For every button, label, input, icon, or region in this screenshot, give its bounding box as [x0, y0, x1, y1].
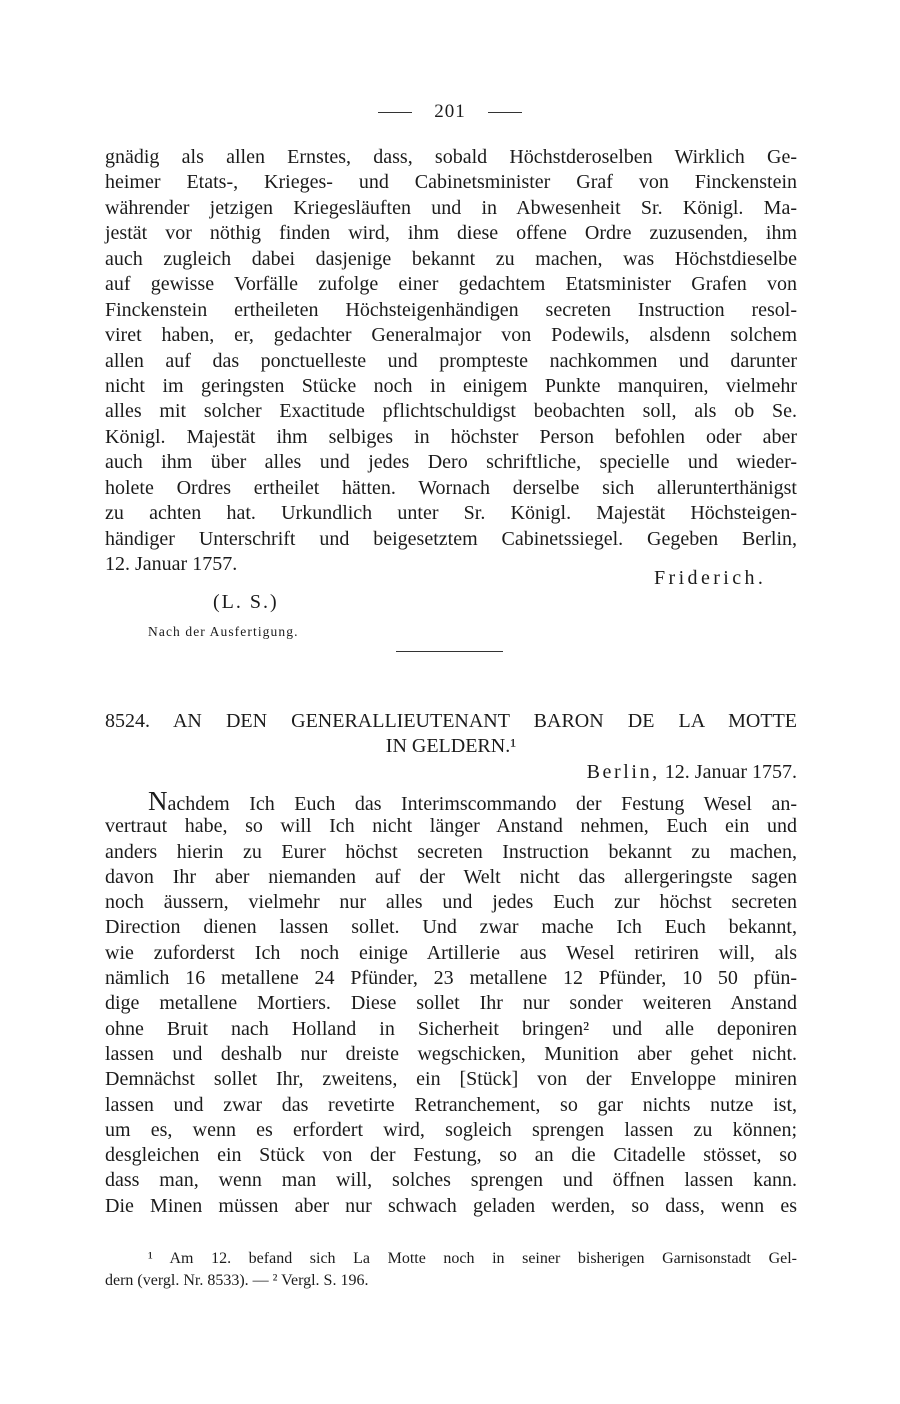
body-line: lassen und zwar das revetirte Retranchement, so gar nichts nutze ist,	[105, 1093, 797, 1116]
body-line: dige metallene Mortiers. Diese sollet Ihr nur sonder weiteren Anstand	[105, 992, 797, 1015]
right-dash-ornament	[488, 112, 522, 113]
footnotes	[105, 1248, 797, 1292]
body-line: lassen und deshalb nur dreiste wegschicken, Munition aber gehet nicht.	[105, 1042, 797, 1065]
body-line: nicht im geringsten Stücke noch in einigem Punkte manquiren, vielmehr	[105, 374, 797, 397]
body-line: ohne Bruit nach Holland in Sicherheit bringen² und alle deponiren	[105, 1017, 797, 1040]
letter-heading	[105, 709, 797, 785]
body-line: nämlich 16 metallene 24 Pfünder, 23 metallene 12 Pfünder, 10 50 pfün-	[105, 967, 797, 990]
body-line: vertraut habe, so will Ich nicht länger Anstand nehmen, Euch ein und	[105, 815, 797, 838]
page-number: 201	[434, 101, 466, 122]
date: 12. Januar 1757.	[664, 760, 797, 783]
body-line: Die Minen müssen aber nur schwach geladen werden, so dass, wenn es	[105, 1194, 797, 1217]
heading-line-1	[105, 709, 797, 734]
body-line: alles mit solcher Exactitude pflichtschuldigst beobachten soll, als ob Se.	[105, 400, 797, 423]
body-line: um es, wenn es erfordert wird, sogleich sprengen lassen zu können;	[105, 1118, 797, 1141]
body-line: auch ihm über alles und jedes Dero schriftliche, specielle und wieder-	[105, 451, 797, 474]
seal-mark: (L. S.)	[213, 591, 279, 613]
body-line: wie zuforderst Ich noch einige Artillerie aus Wesel retiriren will, als	[105, 941, 797, 964]
footnote-line: ¹ Am 12. befand sich La Motte noch in seiner bisherigen Garnisonstadt Gel-	[148, 1250, 797, 1267]
letter-body	[105, 786, 797, 1219]
body-line: heimer Etats-, Krieges- und Cabinetsminister Graf von Finckenstein	[105, 171, 797, 194]
body-line: allen auf das ponctuelleste und prompteste nachkommen und darunter	[105, 349, 797, 372]
body-line: auch zugleich dabei dasjenige bekannt zu machen, was Höchstdieselbe	[105, 247, 797, 270]
body-line: auf gewisse Vorfälle zufolge einer gedachtem Etatsminister Grafen von	[105, 273, 797, 296]
date-line: 12. Januar 1757.	[105, 553, 238, 575]
body-line: noch äussern, vielmehr nur alles und jedes Euch zur höchst secreten	[105, 891, 797, 914]
footnote-line: dern (vergl. Nr. 8533). — ² Vergl. S. 196.	[105, 1272, 369, 1289]
letter-number: 8524.	[105, 710, 150, 732]
previous-letter-body	[105, 145, 797, 577]
body-line: davon Ihr aber niemanden auf der Welt nicht das allergeringste sagen	[105, 865, 797, 888]
addressee-line-1: AN DEN GENERALLIEUTENANT BARON DE LA MOTTE	[172, 710, 797, 732]
section-divider	[396, 651, 503, 652]
page-header	[0, 100, 900, 124]
body-line: Nachdem Ich Euch das Interimscommando der Festung Wesel an-	[148, 786, 797, 816]
body-line: Direction dienen lassen sollet. Und zwar mache Ich Euch bekannt,	[105, 916, 797, 939]
body-line: Demnächst sollet Ihr, zweitens, ein [Stück] von der Enveloppe miniren	[105, 1068, 797, 1091]
place-date-line	[105, 760, 797, 785]
body-line: anders hierin zu Eurer höchst secreten Instruction bekannt zu machen,	[105, 840, 797, 863]
body-line: Königl. Majestät ihm selbiges in höchster Person befohlen oder aber	[105, 425, 797, 448]
source-note: Nach der Ausfertigung.	[148, 624, 299, 639]
body-line: desgleichen ein Stück von der Festung, so an die Citadelle stösset, so	[105, 1144, 797, 1167]
body-line: jestät vor nöthig finden wird, ihm diese offene Ordre zuzusenden, ihm	[105, 222, 797, 245]
body-line: händiger Unterschrift und beigesetztem Cabinetssiegel. Gegeben Berlin,	[105, 527, 797, 550]
body-line: währender jetzigen Kriegesläuften und in Abwesenheit Sr. Königl. Ma-	[105, 196, 797, 219]
body-line: holete Ordres ertheilet hätten. Wornach derselbe sich allerunterthänigst	[105, 476, 797, 499]
body-line: viret haben, er, gedachter Generalmajor von Podewils, alsdenn solchem	[105, 324, 797, 347]
body-line: gnädig als allen Ernstes, dass, sobald Höchstderoselben Wirklich Ge-	[105, 146, 797, 168]
place: Berlin,	[586, 760, 660, 783]
left-dash-ornament	[378, 112, 412, 113]
addressee-line-2: IN GELDERN.¹	[385, 735, 517, 758]
body-line: zu achten hat. Urkundlich unter Sr. Königl. Majestät Höchsteigen-	[105, 502, 797, 525]
signature: Friderich.	[654, 567, 767, 589]
body-line: Finckenstein ertheileten Höchsteigenhändigen secreten Instruction resol-	[105, 298, 797, 321]
body-line: dass man, wenn man will, solches sprengen und öffnen lassen kann.	[105, 1169, 797, 1192]
